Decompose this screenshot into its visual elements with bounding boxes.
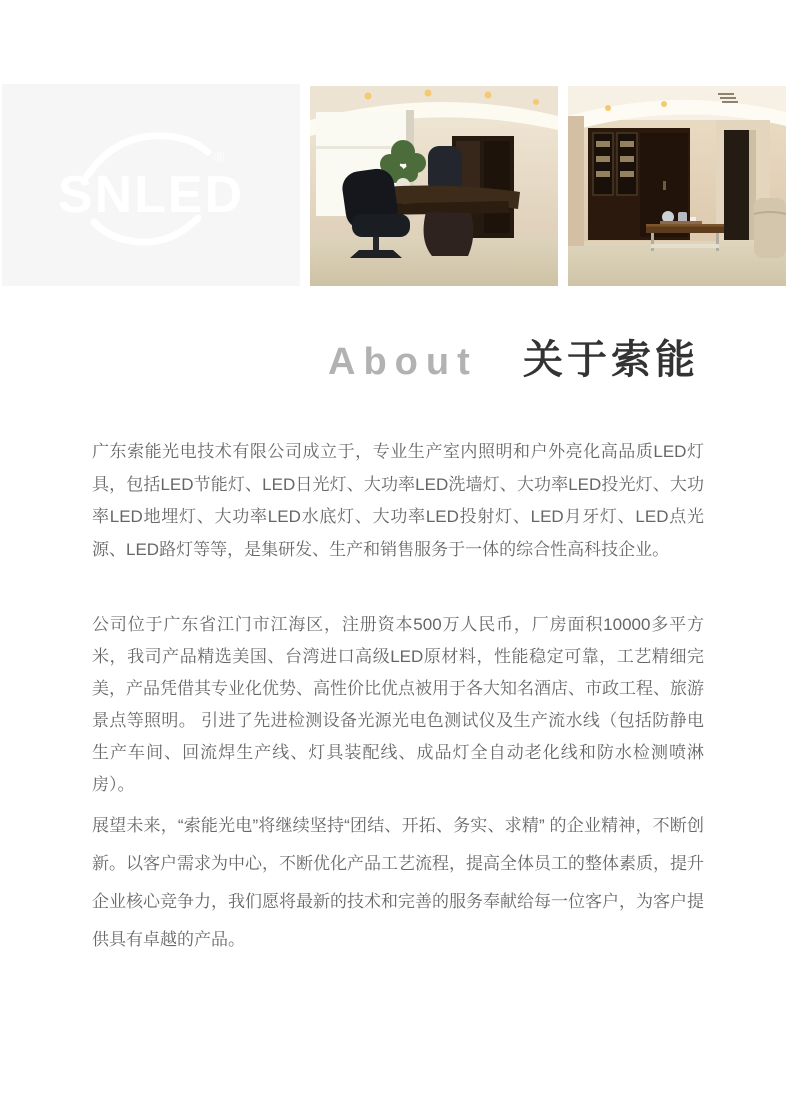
logo-registered-mark: ® <box>214 149 225 165</box>
company-office-photo-1 <box>310 86 558 286</box>
about-paragraph-3: 展望未来，“索能光电”将继续坚持“团结、开拓、务实、求精” 的企业精神，不断创新。以客户需求为中心，不断优化产品工艺流程，提高全体员工的整体素质，提升企业核心竞争力，我们愿将最新的技术和完善的服务奉献给每一位客户，为客户提供具有卓越的产品。 <box>92 816 704 949</box>
logo-text: SNLED <box>57 166 245 224</box>
section-heading-english: About <box>328 341 478 383</box>
brand-logo-panel <box>2 84 300 286</box>
about-paragraph-2: 公司位于广东省江门市江海区，注册资本500万人民币，厂房面积10000多平方米，我司产品精选美国、台湾进口高级LED原材料，性能稳定可靠，工艺精细完美，产品凭借其专业化优势、高性价比优点被用于各大知名酒店、市政工程、旅游景点等照明。 引进了先进检测设备光源光电色测试仪及生产流水线（包括防静电生产车间、回流焊生产线、灯具装配线、成品灯全自动老化线和防水检测喷淋房）。 <box>92 615 704 794</box>
about-paragraph-1: 广东索能光电技术有限公司成立于，专业生产室内照明和户外亮化高品质LED灯具，包括LED节能灯、LED日光灯、大功率LED洗墙灯、大功率LED投光灯、大功率LED地埋灯、大功率LED水底灯、大功率LED投射灯、LED月牙灯、LED点光源、LED路灯等等，是集研发、生产和销售服务于一体的综合性高科技企业。 <box>92 442 704 559</box>
snled-logo <box>2 84 300 286</box>
company-office-photo-2 <box>568 86 786 286</box>
section-heading-chinese: 关于索能 <box>523 338 699 382</box>
